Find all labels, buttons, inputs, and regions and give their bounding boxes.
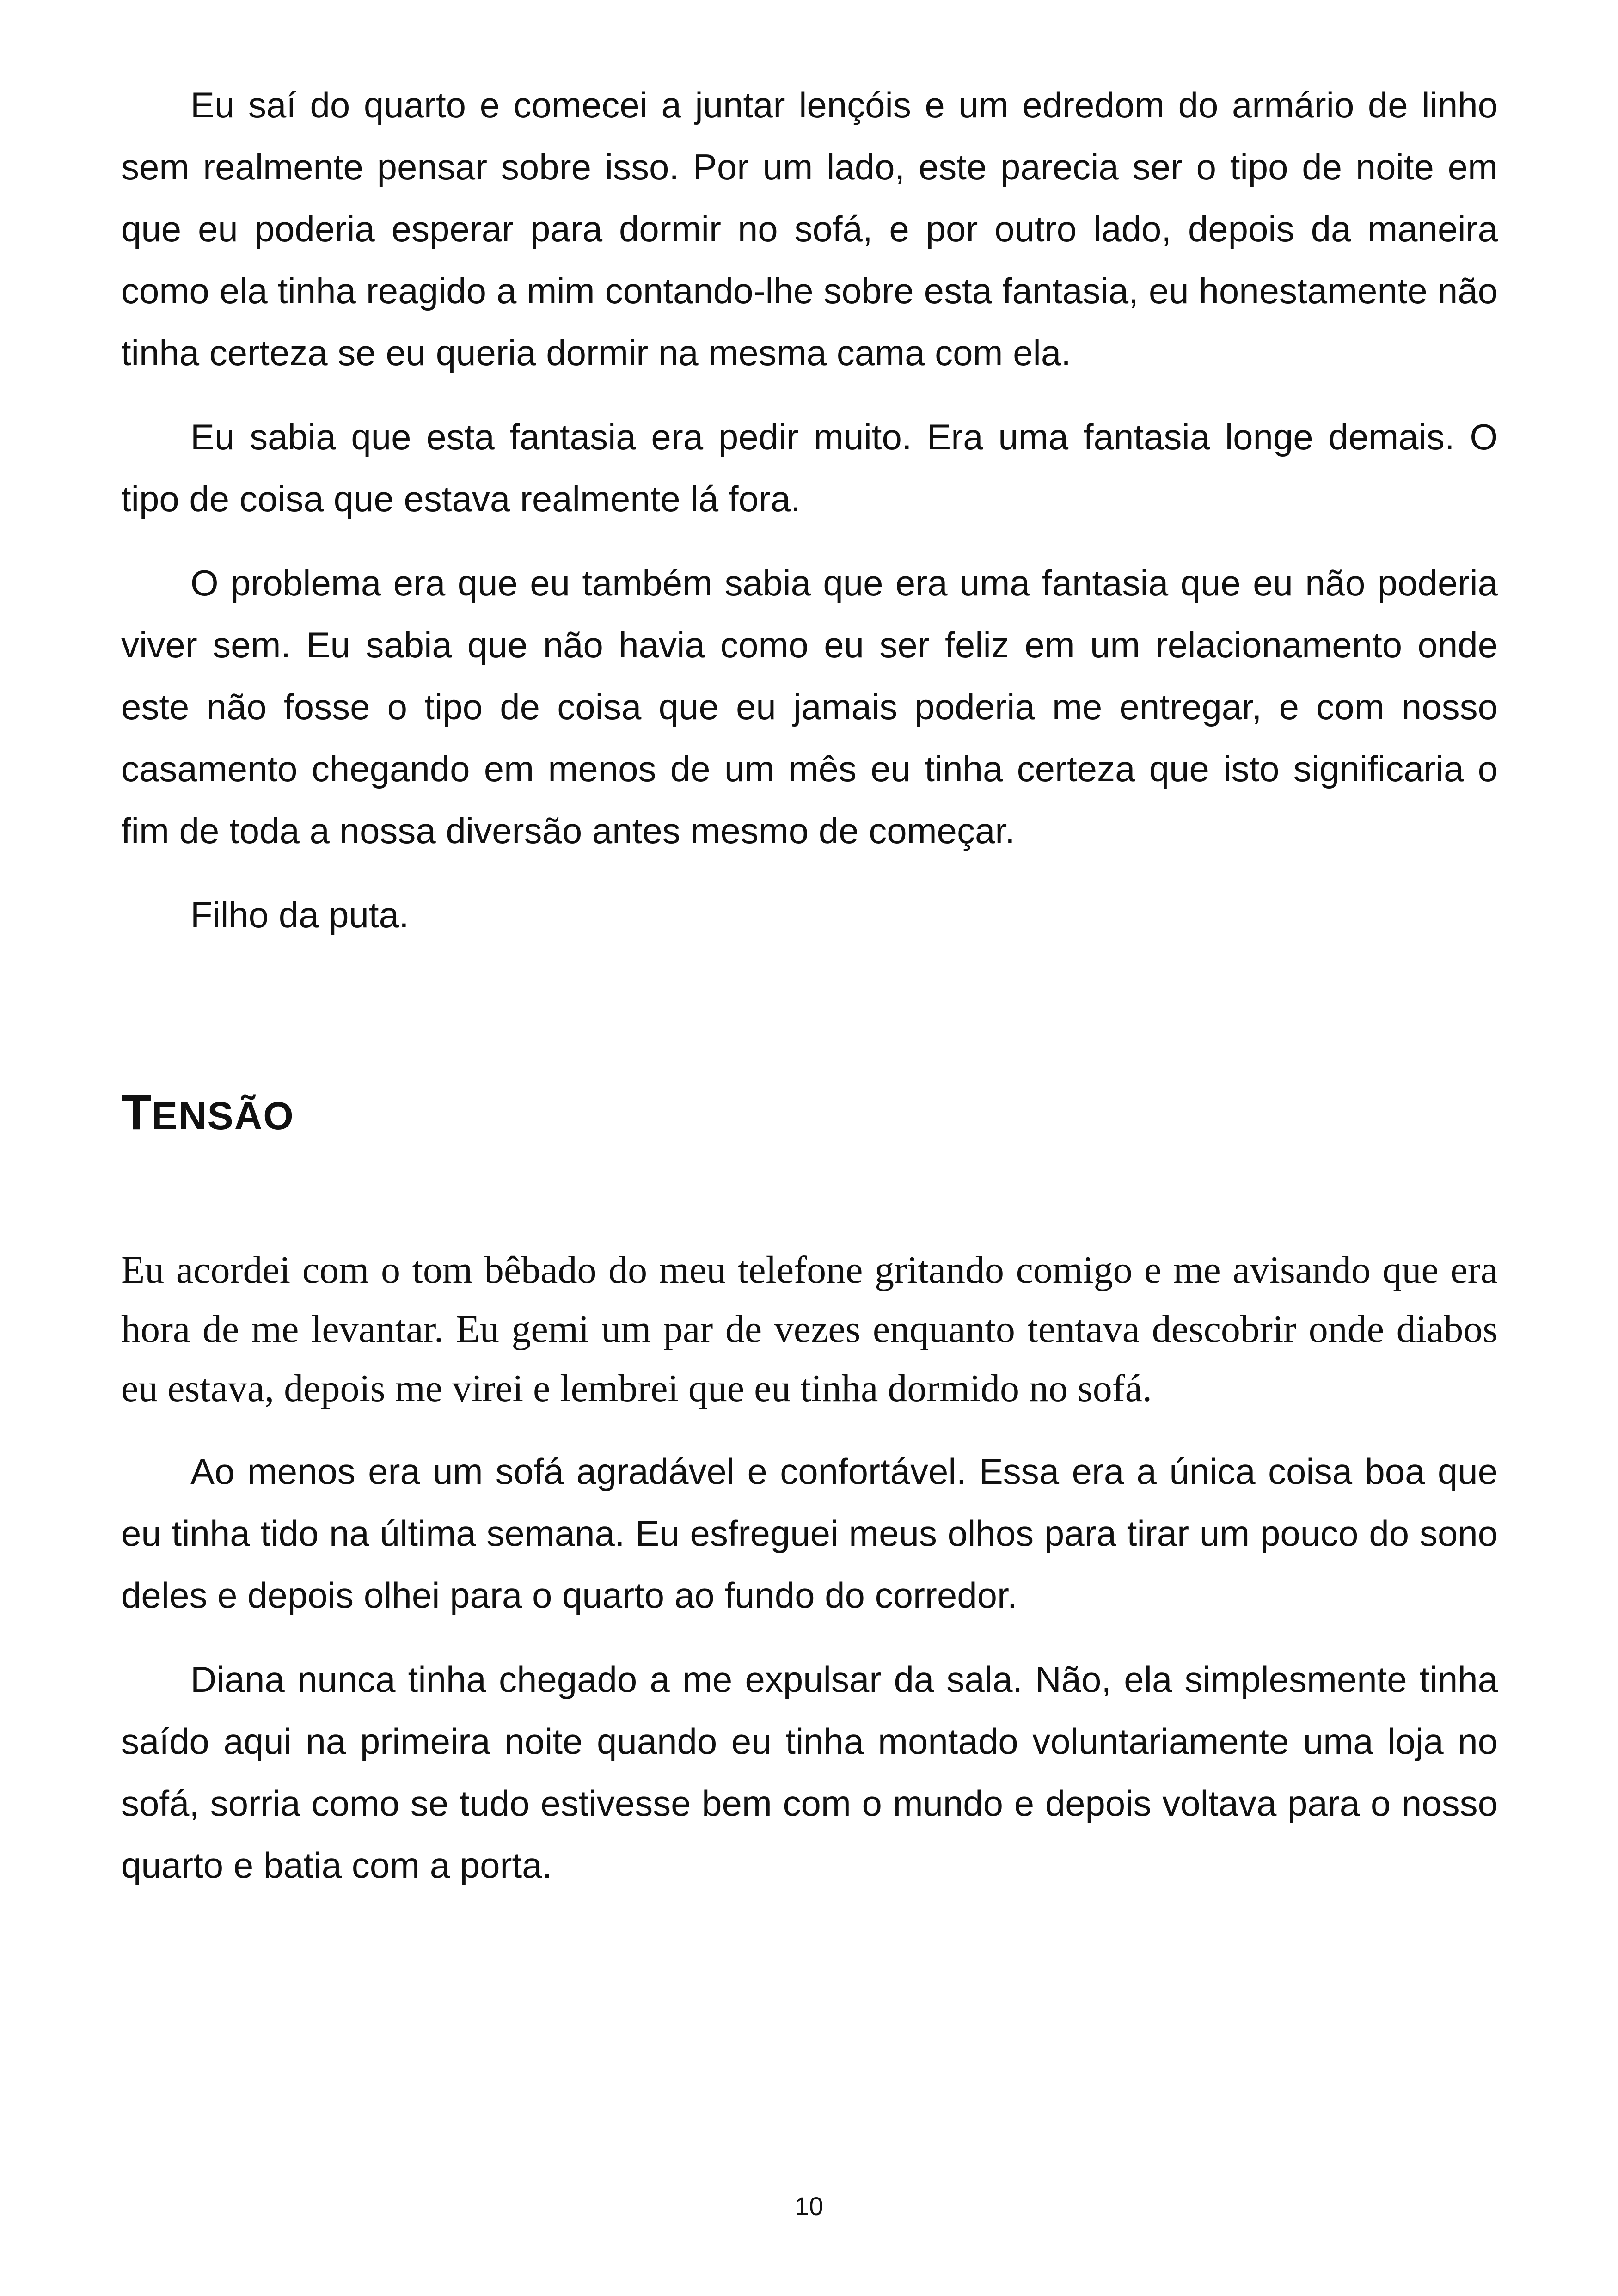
- paragraph: Diana nunca tinha chegado a me expulsar da sala. Não, ela simplesmente tinha saído aqui na primeira noite quando eu tinha montado voluntariamente uma loja no sofá, sorria como se tudo estivesse bem com o mundo e depois voltava para o nosso quarto e batia com a porta.: [121, 1659, 1498, 1886]
- chapter-opening-paragraph: Eu acordei com o tom bêbado do meu telefone gritando comigo e me avisando que era hora de me levantar. Eu gemi um par de vezes enquanto tentava descobrir onde diabos eu estava, depois me virei e lembrei que eu tinha dormido no sofá.: [121, 1249, 1498, 1410]
- page-content: [121, 74, 1498, 1918]
- paragraph: Ao menos era um sofá agradável e confortável. Essa era a única coisa boa que eu tinha tido na última semana. Eu esfreguei meus olhos para tirar um pouco do sono deles e depois olhei para o quarto ao fundo do corredor.: [121, 1451, 1498, 1616]
- paragraph: Eu sabia que esta fantasia era pedir muito. Era uma fantasia longe demais. O tipo de coisa que estava realmente lá fora.: [121, 416, 1498, 519]
- paragraph: Filho da puta.: [190, 894, 409, 935]
- paragraph: O problema era que eu também sabia que era uma fantasia que eu não poderia viver sem. Eu sabia que não havia como eu ser feliz em um relacionamento onde este não fosse o tipo de coisa que eu jamais poderia me entregar, e com nosso casamento chegando em menos de um mês eu tinha certeza que isto significaria o fim de toda a nossa diversão antes mesmo de começar.: [121, 563, 1498, 851]
- chapter-title-initial: T: [121, 1084, 152, 1140]
- chapter-title-rest: ENSÃO: [151, 1094, 294, 1138]
- page-number: 10: [794, 2192, 824, 2221]
- paragraph: Eu saí do quarto e comecei a juntar lençóis e um edredom do armário de linho sem realmente pensar sobre isso. Por um lado, este parecia ser o tipo de noite em que eu poderia esperar para dormir no sofá, e por outro lado, depois da maneira como ela tinha reagido a mim contando-lhe sobre esta fantasia, eu honestamente não tinha certeza se eu queria dormir na mesma cama com ela.: [121, 85, 1498, 373]
- chapter-title: [121, 1084, 1498, 1144]
